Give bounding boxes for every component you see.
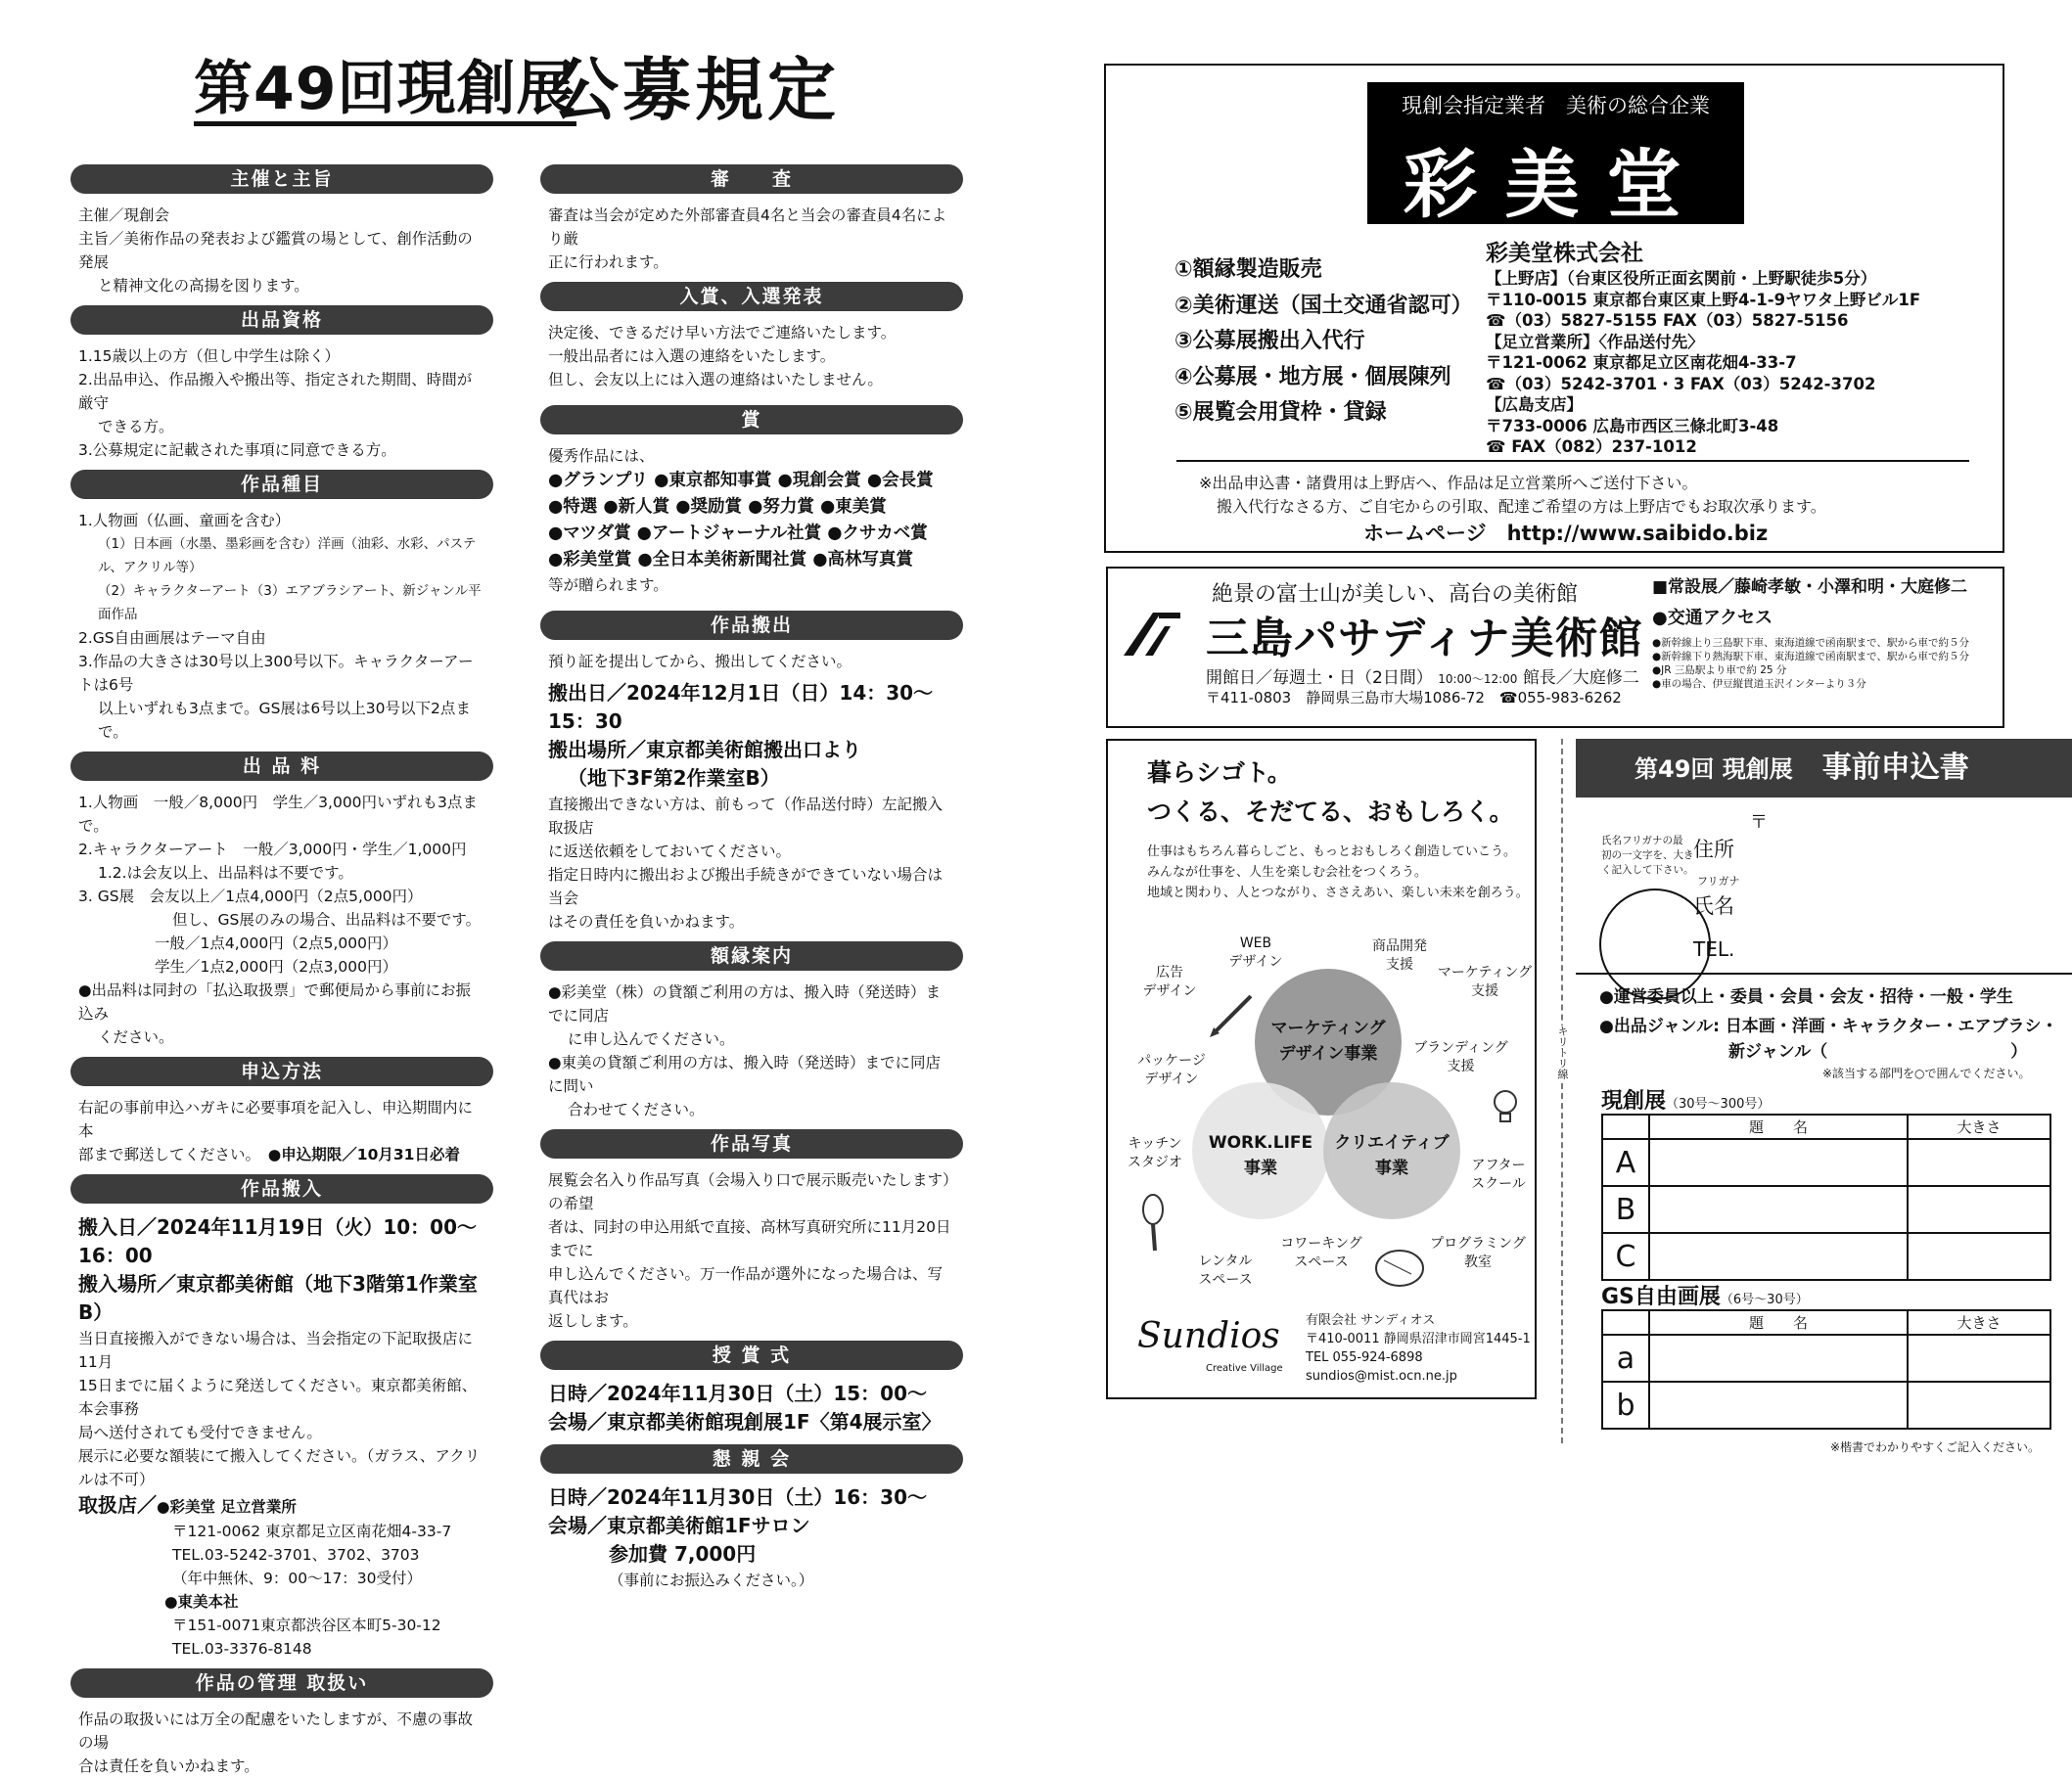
company-line: 【広島支店】 [1486,395,1583,414]
company-line: 【足立営業所】〈作品送付先〉 [1486,332,1704,351]
text-line: 但し、GS展のみの場合、出品料は不要です。 [172,911,482,929]
text-line: 1.人物画 一般／8,000円 学生／3,000円いずれも3点まで。 [78,794,478,835]
text-line: 展覧会名入り作品写真（会場入り口で展示販売いたします）の希望 [548,1171,950,1212]
text-line: 15日までに届くように発送してください。東京都美術館、本会事務 [78,1377,478,1418]
service-bubble: レンタル スペース [1198,1254,1253,1288]
venn-label-creative [1323,1130,1460,1181]
text-line: ●彩美堂 足立営業所 [157,1498,297,1516]
tel-label: TEL. [1693,937,1735,961]
text-line: 主催／現創会 [78,206,170,224]
company-line: ☎ FAX（082）237-1012 [1486,437,1697,456]
text-line: 展示に必要な額装にて搬入してください。（ガラス、アクリルは不可） [78,1447,481,1488]
service-bubble: キッチン スタジオ [1128,1136,1182,1170]
text-line: 一般／1点4,000円（2点5,000円） [155,935,397,952]
form-title-main: 事前申込書 [1821,751,1969,785]
text-line: 右記の事前申込ハガキに必要事項を記入し、申込期間内に本 [78,1099,474,1140]
text-line: 地域と関わり、人とつながり、ささえあい、楽しい未来を創ろう。 [1147,886,1529,900]
text-line: 指定日時内に搬出および搬出手続きができていない場合は当会 [548,866,944,907]
title-field[interactable] [1649,1382,1908,1429]
furigana-hint [1601,834,1694,878]
text-line: （年中無休、9：00〜17：30受付） [172,1570,423,1587]
entry-table-gs [1601,1309,2051,1430]
hint-line: 初の一文字を、大き [1601,849,1694,861]
form-title-bar [1576,739,2072,798]
sundios-headline: つくる、そだてる、おもしろく。 [1147,798,1514,826]
text-line: 一般出品者には入選の連絡をいたします。 [548,347,836,365]
address-field[interactable] [1752,871,2046,891]
text-line: 1.人物画（仏画、童画を含む） [78,512,291,529]
column-header-title: 題 名 [1649,1115,1908,1139]
tel-field[interactable] [1752,939,2046,965]
service-bubble: 広告 デザイン [1142,965,1197,999]
saibido-notes [1199,472,1982,548]
company-line: 〒733-0006 広島市西区三條北町3-48 [1486,416,1779,435]
section-header-pickup: 作品搬出 [540,611,963,640]
genre-line[interactable]: ●出品ジャンル: 日本画・洋画・キャラクター・エアブラシ・ [1599,1017,2058,1036]
divider [1576,973,2072,975]
text-line: 〒121-0062 東京都足立区南花畑4-33-7 [172,1523,452,1540]
museum-hours-time: 10:00〜12:00 [1438,672,1518,686]
museum-director: 館長／大庭修二 [1522,668,1639,688]
museum-address: 〒411-0803 静岡県三島市大場1086-72 ☎055-983-6262 [1206,689,1622,707]
agent-label: 取扱店／ [78,1493,157,1517]
access-line: ●新幹線下り熱海駅下車、東海道線で函南駅まで、駅から車で約５分 [1652,651,1969,662]
row-label: b [1602,1382,1649,1429]
table-title: 現創展 [1601,1089,1667,1114]
saibido-tagline: 現創会指定業者 美術の総合企業 [1402,94,1710,117]
text-line: 2.出品申込、作品搬入や搬出等、指定された期間、時間が厳守 [78,371,473,412]
divider [1176,460,1969,462]
text-line: 者は、同封の申込用紙で直接、高林写真研究所に11月20日までに [548,1218,951,1259]
section-header-delivery: 作品搬入 [70,1174,493,1204]
company-line: ☎（03）5827-5155 FAX（03）5827-5156 [1486,311,1849,330]
text-line: 返しします。 [548,1312,638,1330]
ceremony-place: 会場／東京都美術館現創展1F〈第4展示室〉 [548,1410,942,1434]
text-line: 学生／1点2,000円（2点3,000円） [155,958,397,976]
table-cell [1602,1115,1649,1139]
text-line: 決定後、できるだけ早い方法でご連絡いたします。 [548,324,897,342]
size-field[interactable] [1908,1335,2050,1382]
row-label: C [1602,1233,1649,1280]
text-line: 〒151-0071東京都渋谷区本町5-30-12 [172,1617,441,1634]
saibido-logo: 彩美堂 [1403,141,1709,228]
text-line: （1）日本画（水墨、墨彩画を含む）洋画（油彩、水彩、パステル、アクリル等） [98,536,477,575]
saibido-services [1174,252,1473,432]
text-line: 局へ送付されても受付できません。 [78,1424,322,1441]
section-header-fee: 出 品 料 [70,752,493,781]
table-cell [1602,1310,1649,1335]
section-header-awards: 賞 [540,405,963,434]
venn-text: 事業 [1375,1159,1408,1178]
text-line: 3.作品の大きさは30号以上300号以下。キャラクターアートは6号 [78,653,474,694]
section-header-party: 懇 親 会 [540,1444,963,1474]
pickup-room: （地下3F第2作業室B） [568,766,780,790]
awards-line: ●彩美堂賞 ●全日本美術新聞社賞 ●高林写真賞 [548,550,913,570]
section-header-ceremony: 授 賞 式 [540,1341,963,1370]
column-header-size: 大きさ [1908,1115,2050,1139]
text-line: ください。 [98,1028,174,1046]
delivery-date: 搬入日／2024年11月19日（火）10：00〜16：00 [78,1215,477,1267]
text-line: 3.公募規定に記載された事項に同意できる方。 [78,441,396,459]
text-line: みんなが仕事を、人生を楽しむ会社をつくろう。 [1147,865,1428,880]
row-label: a [1602,1335,1649,1382]
text-line: 正に行われます。 [548,253,668,271]
museum-access-list [1652,636,1997,691]
service-bubble: プログラミング 教室 [1430,1236,1526,1270]
furigana-label: フリガナ [1697,875,1740,888]
whisk-icon [1133,1194,1173,1256]
sundios-logo-sub: Creative Village [1206,1363,1283,1374]
text-line: 優秀作品には、 [548,447,655,465]
size-field[interactable] [1908,1382,2050,1429]
company-line: ☎（03）5242-3701・3 FAX（03）5242-3702 [1486,374,1876,393]
sundios-contact [1306,1311,1531,1386]
text-line: 3. GS展 会友以上／1点4,000円（2点5,000円） [78,888,423,905]
text-line: 合は責任を負いかねます。 [78,1757,259,1775]
service-bubble: マーケティング 支援 [1437,965,1533,999]
company-name: 彩美堂株式会社 [1486,241,1643,266]
section-header-judging: 審 査 [540,164,963,194]
access-line: ●車の場合、伊豆縦貫道玉沢インターより３分 [1652,678,1866,690]
size-field[interactable] [1908,1186,2050,1233]
venn-text: マーケティング [1270,1019,1386,1038]
service-item: ④公募展・地方展・個展陳列 [1174,364,1451,389]
section-gs [1601,1280,1809,1310]
address-label: 住所 [1693,838,1734,861]
text-line: 1.15歳以上の方（但し中学生は除く） [78,347,341,365]
text-line: 2.キャラクターアート 一般／3,000円・学生／1,000円 [78,841,467,858]
text-line: 審査は当会が定めた外部審査員4名と当会の審査員4名により厳 [548,206,947,248]
size-field[interactable] [1908,1233,2050,1280]
section-header-application: 申込方法 [70,1057,493,1086]
museum-catch: 絶景の富士山が美しい、高台の美術館 [1212,582,1579,607]
cut-line-label: キリトリ線 [1556,1026,1569,1079]
venn-label-marketing [1255,1016,1402,1067]
section-header-categories: 作品種目 [70,470,493,499]
text-line: 但し、会友以上には入選の連絡はいたしません。 [548,371,883,388]
genre-note: ※該当する部門を○で囲んでください。 [1822,1067,2031,1080]
text-line: 申し込んでください。万一作品が選外になった場合は、写真代はお [548,1265,944,1306]
company-tel: TEL 055-924-6898 [1306,1350,1423,1365]
deadline-text: ●申込期限／10月31日必着 [267,1146,460,1163]
service-bubble: コワーキング スペース [1280,1236,1362,1270]
text-line: 主旨／美術作品の発表および鑑賞の場として、創作活動の発展 [78,230,473,271]
column-left [70,157,493,1778]
text-line: ●東美の貸額ご利用の方は、搬入時（発送時）までに同店に問い [548,1054,942,1095]
postal-mark: 〒 [1750,812,1768,833]
company-line: 〒110-0015 東京都台東区東上野4-1-9ヤワタ上野ビル1F [1486,290,1921,309]
row-label: B [1602,1186,1649,1233]
pickup-place: 搬出場所／東京都美術館搬出口より [548,738,861,761]
museum-name: 三島パサディナ美術館 [1206,614,1643,663]
museum-hours-days: 開館日／毎週土・日（2日間） [1206,668,1433,688]
service-item: ②美術運送（国土交通省認可） [1174,293,1473,318]
sundios-logo: Sundios [1137,1316,1280,1356]
text-line: に申し込んでください。 [568,1030,735,1048]
museum-hours [1206,663,1639,688]
table-subtitle: （30号〜300号） [1666,1097,1771,1112]
text-line: 部まで郵送してください。 [78,1146,253,1163]
text-line: 2.GS自由画展はテーマ自由 [78,629,266,647]
title-field[interactable] [1649,1233,1908,1280]
text-line: （事前にお振込みください。） [609,1572,814,1589]
text-line: 合わせてください。 [568,1101,705,1118]
size-field[interactable] [1908,1139,2050,1186]
section-header-handling: 作品の管理 取扱い [70,1668,493,1698]
text-line: 預り証を提出してから、搬出してください。 [548,653,852,670]
sundios-catch [1147,753,1514,832]
cut-line [1561,739,1563,1443]
text-line: 等が贈られます。 [548,576,668,594]
sundios-copy [1147,842,1529,903]
column-header-title: 題 名 [1649,1310,1908,1335]
delivery-place: 搬入場所／東京都美術館（地下3階第1作業室B） [78,1272,478,1324]
note-line: ※出品申込書・諸費用は上野店へ、作品は足立営業所へご送付下さい。 [1199,474,1698,492]
service-item: ⑤展覧会用貸枠・貸録 [1174,400,1387,425]
text-line: 当日直接搬入ができない場合は、当会指定の下記取扱店に11月 [78,1330,474,1371]
page-subtitle: 公募規定 [550,50,840,130]
awards-line: ●グランプリ ●東京都知事賞 ●現創会賞 ●会長賞 [548,471,934,490]
section-genso [1601,1084,1770,1115]
section-header-frames: 額縁案内 [540,941,963,971]
access-line: ●JR 三島駅より車で約 25 分 [1652,664,1787,676]
service-bubble: アフター スクール [1471,1158,1526,1192]
text-line: TEL.03-5242-3701、3702、3703 [172,1546,420,1564]
page-title: 第49回現創展 [194,57,576,126]
service-bubble: 商品開発 支援 [1372,938,1427,973]
lightbulb-icon [1488,1086,1527,1133]
section-header-photos: 作品写真 [540,1129,963,1159]
awards-line: ●特選 ●新人賞 ●奨励賞 ●努力賞 ●東美賞 [548,497,887,517]
homepage-link[interactable]: http://www.saibido.biz [1506,522,1769,545]
company-line: 【上野店】（台東区役所正面玄関前・上野駅徒歩5分） [1486,269,1877,288]
pickup-date: 搬出日／2024年12月1日（日）14：30〜15：30 [548,681,934,733]
sundios-headline: 暮らシゴト。 [1147,758,1292,787]
note-line: 搬入代行なさる方、ご自宅からの引取、配達ご希望の方は上野店でもお取次承ります。 [1217,497,1826,516]
service-bubble: ブランディング 支援 [1413,1040,1508,1074]
text-line: に返送依頼をしておいてください。 [548,843,792,860]
museum-logo-icon [1124,611,1182,661]
text-line: できる方。 [98,418,174,435]
service-bubble: WEB デザイン [1228,935,1283,970]
museum-access: ●交通アクセス [1652,608,1773,628]
row-label: A [1602,1139,1649,1186]
section-header-organizer: 主催と主旨 [70,164,493,194]
name-field[interactable] [1752,895,2046,925]
text-line: ●東美本社 [164,1593,239,1611]
text-line: と精神文化の高揚を図ります。 [98,277,309,295]
section-header-eligibility: 出品資格 [70,305,493,335]
text-line: ●彩美堂（株）の貸額ご利用の方は、搬入時（発送時）までに同店 [548,983,942,1025]
table-title: GS自由画展 [1601,1285,1721,1309]
service-bubble: パッケージ デザイン [1137,1053,1206,1087]
text-line: 以上いずれも3点まで。GS展は6号以上30号以下2点まで。 [98,700,471,741]
text-line: 1.2.は会友以上、出品料は不要です。 [98,864,353,882]
ceremony-date: 日時／2024年11月30日（土）15：00〜 [548,1382,927,1405]
venn-text: クリエイティブ [1334,1133,1450,1153]
pencil-icon [1208,990,1257,1043]
column-header-size: 大きさ [1908,1310,2050,1335]
company-line: 〒121-0062 東京都足立区南花畑4-33-7 [1486,353,1797,372]
text-line: ●出品料は同封の「払込取扱票」で郵便局から事前にお振込み [78,981,472,1023]
company-email: sundios@mist.ocn.ne.jp [1306,1369,1457,1384]
company-name: 有限会社 サンディオス [1306,1313,1436,1328]
homepage-label: ホームページ [1363,522,1487,545]
venn-text: デザイン事業 [1278,1044,1378,1064]
mouse-icon [1372,1245,1429,1296]
column-middle [540,157,963,1592]
saibido-header [1367,82,1744,228]
text-line: 仕事はもちろん暮らしごと、もっとおもしろく創造していこう。 [1147,844,1517,859]
hint-line: 氏名フリガナの最 [1601,835,1683,846]
text-line: はその責任を負いかねます。 [548,913,745,931]
access-line: ●新幹線上り三島駅下車、東海道線で函南駅まで、駅から車で約５分 [1652,637,1969,649]
text-line: 直接搬出できない方は、前もって（作品送付時）左記搬入取扱店 [548,796,944,837]
party-place: 会場／東京都美術館1Fサロン [548,1514,810,1537]
hint-line: く記入して下さい。 [1601,864,1694,876]
form-title-event: 第49回 現創展 [1635,755,1793,783]
entry-table-genso [1601,1114,2051,1281]
text-line: TEL.03-3376-8148 [172,1640,312,1658]
text-line: （2）キャラクターアート（3）エアブラシアート、新ジャンル平面作品 [98,583,482,622]
party-fee: 参加費 7,000円 [609,1542,757,1566]
museum-permanent: ■常設展／藤崎孝敏・小澤和明・大庭修二 [1652,577,1968,597]
saibido-company [1486,239,1920,458]
genre-line[interactable]: 新ジャンル（ ） [1728,1042,2028,1062]
table-subtitle: （6号〜30号） [1720,1293,1809,1307]
service-item: ③公募展搬出入代行 [1174,329,1365,353]
venn-text: 事業 [1244,1159,1277,1178]
section-header-results: 入賞、入選発表 [540,282,963,311]
company-address: 〒410-0011 静岡県沼津市岡宮1445-1 [1306,1332,1531,1346]
venn-label-worklife [1192,1130,1329,1181]
title-field[interactable] [1649,1335,1908,1382]
member-category[interactable]: ●運営委員以上・委員・会員・会友・招待・一般・学生 [1599,987,2013,1007]
awards-line: ●マツダ賞 ●アートジャーナル社賞 ●クサカベ賞 [548,524,928,543]
name-label: 氏名 [1693,894,1734,918]
text-line: 作品の取扱いには万全の配慮をいたしますが、不慮の事故の場 [78,1710,474,1752]
title-field[interactable] [1649,1186,1908,1233]
venn-text: WORK.LIFE [1208,1133,1313,1153]
form-footnote: ※楷書でわかりやすくご記入ください。 [1830,1440,2041,1454]
title-field[interactable] [1649,1139,1908,1186]
service-item: ①額縁製造販売 [1174,257,1322,282]
party-date: 日時／2024年11月30日（土）16：30〜 [548,1485,927,1509]
